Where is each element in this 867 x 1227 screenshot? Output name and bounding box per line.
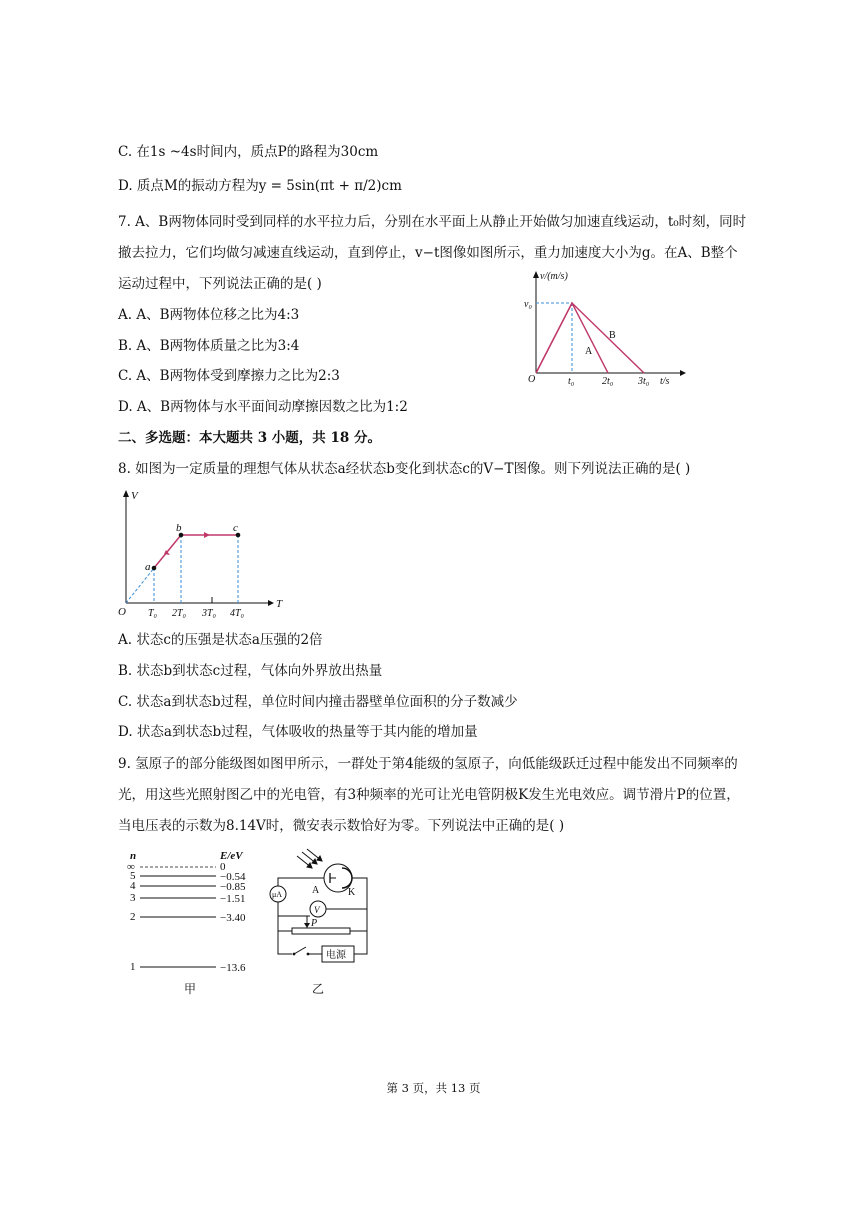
energy-level-1 bbox=[130, 961, 246, 974]
q8-option-c: C. 状态a到状态b过程，单位时间内撞击器壁单位面积的分子数减少 bbox=[118, 694, 518, 710]
svg-text:μA: μA bbox=[272, 890, 283, 899]
VT-xlabel: T bbox=[276, 598, 283, 610]
vt-ylabel: v/(m/s) bbox=[540, 271, 568, 282]
slider-label: P bbox=[311, 918, 318, 929]
energy-n-header: n bbox=[130, 850, 137, 862]
q9-stem-line2: 光，用这些光照射图乙中的光电管，有3种频率的光可让光电管阴极K发生光电效应。调节滑片P的位置， bbox=[118, 787, 740, 803]
svg-text:2: 2 bbox=[130, 911, 136, 923]
vt-v0-label: v₀ bbox=[524, 299, 532, 310]
energy-level-2 bbox=[130, 911, 246, 924]
svg-text:−3.40: −3.40 bbox=[220, 912, 246, 924]
svg-text:0: 0 bbox=[220, 861, 226, 873]
energy-level-4 bbox=[130, 880, 246, 893]
q9-stem-line1: 9. 氢原子的部分能级图如图甲所示，一群处于第4能级的氢原子，向低能级跃迁过程中能发出不同频率的 bbox=[118, 756, 738, 772]
q7-option-d: D. A、B两物体与水平面间动摩擦因数之比为1:2 bbox=[118, 399, 408, 415]
q8-stem: 8. 如图为一定质量的理想气体从状态a经状态b变化到状态c的V−T图像。则下列说法正确的是( ) bbox=[118, 461, 691, 477]
energy-caption: 甲 bbox=[184, 982, 197, 996]
energy-e-header: E/eV bbox=[220, 850, 243, 862]
VT-origin-dash bbox=[126, 568, 154, 603]
q9-stem-line3: 当电压表的示数为8.14V时，微安表示数恰好为零。下列说法中正确的是( ) bbox=[118, 818, 565, 834]
VT-tick-T0: T₀ bbox=[148, 608, 158, 619]
q7-option-b: B. A、B两物体质量之比为3:4 bbox=[118, 338, 300, 354]
vt-tick-3t0: 3t₀ bbox=[638, 376, 650, 387]
q7-option-a: A. A、B两物体位移之比为4:3 bbox=[118, 307, 300, 323]
VT-tick-2T0: 2T₀ bbox=[172, 608, 187, 619]
switch bbox=[294, 947, 306, 954]
q8-option-a: A. 状态c的压强是状态a压强的2倍 bbox=[118, 632, 323, 648]
svg-text:−13.6: −13.6 bbox=[220, 962, 246, 974]
q7-stem-line3: 运动过程中，下列说法正确的是( ) bbox=[118, 276, 322, 292]
q7-option-c: C. A、B两物体受到摩擦力之比为2:3 bbox=[118, 368, 340, 384]
vt-xunit: t/s bbox=[660, 376, 670, 387]
rheostat bbox=[292, 928, 350, 934]
slider-p bbox=[304, 923, 310, 928]
svg-text:5: 5 bbox=[130, 870, 136, 882]
VT-path-ab bbox=[154, 535, 181, 568]
svg-text:−0.85: −0.85 bbox=[220, 881, 246, 893]
svg-text:−1.51: −1.51 bbox=[220, 893, 246, 905]
VT-tick-4T0: 4T₀ bbox=[230, 608, 245, 619]
energy-level-3 bbox=[130, 892, 245, 905]
energy-level-inf bbox=[127, 861, 226, 873]
vt-origin-label: O bbox=[528, 374, 536, 385]
vt-label-a: A bbox=[585, 346, 593, 357]
vt-tick-2t0: 2t₀ bbox=[602, 376, 614, 387]
page-footer: 第 3 页，共 13 页 bbox=[386, 1081, 481, 1095]
section-heading-multi-choice: 二、多选题：本大题共 3 小题，共 18 分。 bbox=[118, 430, 381, 446]
VT-graph-figure bbox=[118, 487, 298, 622]
VT-label-b: b bbox=[176, 522, 182, 534]
VT-tick-3T0: 3T₀ bbox=[202, 608, 217, 619]
VT-ylabel: V bbox=[131, 490, 138, 502]
svg-text:1: 1 bbox=[130, 961, 136, 973]
energy-level-diagram bbox=[122, 846, 267, 996]
q8-option-b: B. 状态b到状态c过程，气体向外界放出热量 bbox=[118, 663, 383, 679]
circuit-caption: 乙 bbox=[312, 982, 325, 996]
vt-graph-figure bbox=[520, 268, 690, 393]
VT-label-a: a bbox=[145, 561, 151, 573]
light-rays bbox=[297, 849, 322, 868]
anode-label: A bbox=[312, 885, 320, 896]
q7-stem-line1: 7. A、B两物体同时受到同样的水平拉力后，分别在水平面上从静止开始做匀加速直线运动，t₀时刻，同时 bbox=[118, 214, 747, 230]
svg-text:−0.54: −0.54 bbox=[220, 871, 246, 883]
q6-option-d: D. 质点M的振动方程为y = 5sin(πt + π/2)cm bbox=[118, 178, 402, 194]
vt-label-b: B bbox=[609, 330, 616, 341]
svg-text:3: 3 bbox=[130, 892, 136, 904]
photoelectric-circuit bbox=[262, 846, 382, 996]
q7-stem-line2: 撤去拉力，它们均做匀减速直线运动，直到停止，v−t图像如图所示，重力加速度大小为g。在A、B整个 bbox=[118, 245, 738, 261]
VT-point-a bbox=[152, 566, 157, 571]
VT-origin: O bbox=[118, 606, 126, 618]
svg-text:V: V bbox=[314, 905, 320, 915]
svg-text:4: 4 bbox=[130, 880, 136, 892]
cathode-label: K bbox=[348, 887, 356, 898]
q6-option-c: C. 在1s ~4s时间内，质点P的路程为30cm bbox=[118, 144, 379, 160]
svg-text:电源: 电源 bbox=[326, 950, 346, 961]
svg-text:∞: ∞ bbox=[127, 861, 135, 873]
VT-label-c: c bbox=[233, 522, 238, 534]
vt-tick-t0: t₀ bbox=[568, 376, 575, 387]
q8-option-d: D. 状态a到状态b过程，气体吸收的热量等于其内能的增加量 bbox=[118, 724, 478, 740]
